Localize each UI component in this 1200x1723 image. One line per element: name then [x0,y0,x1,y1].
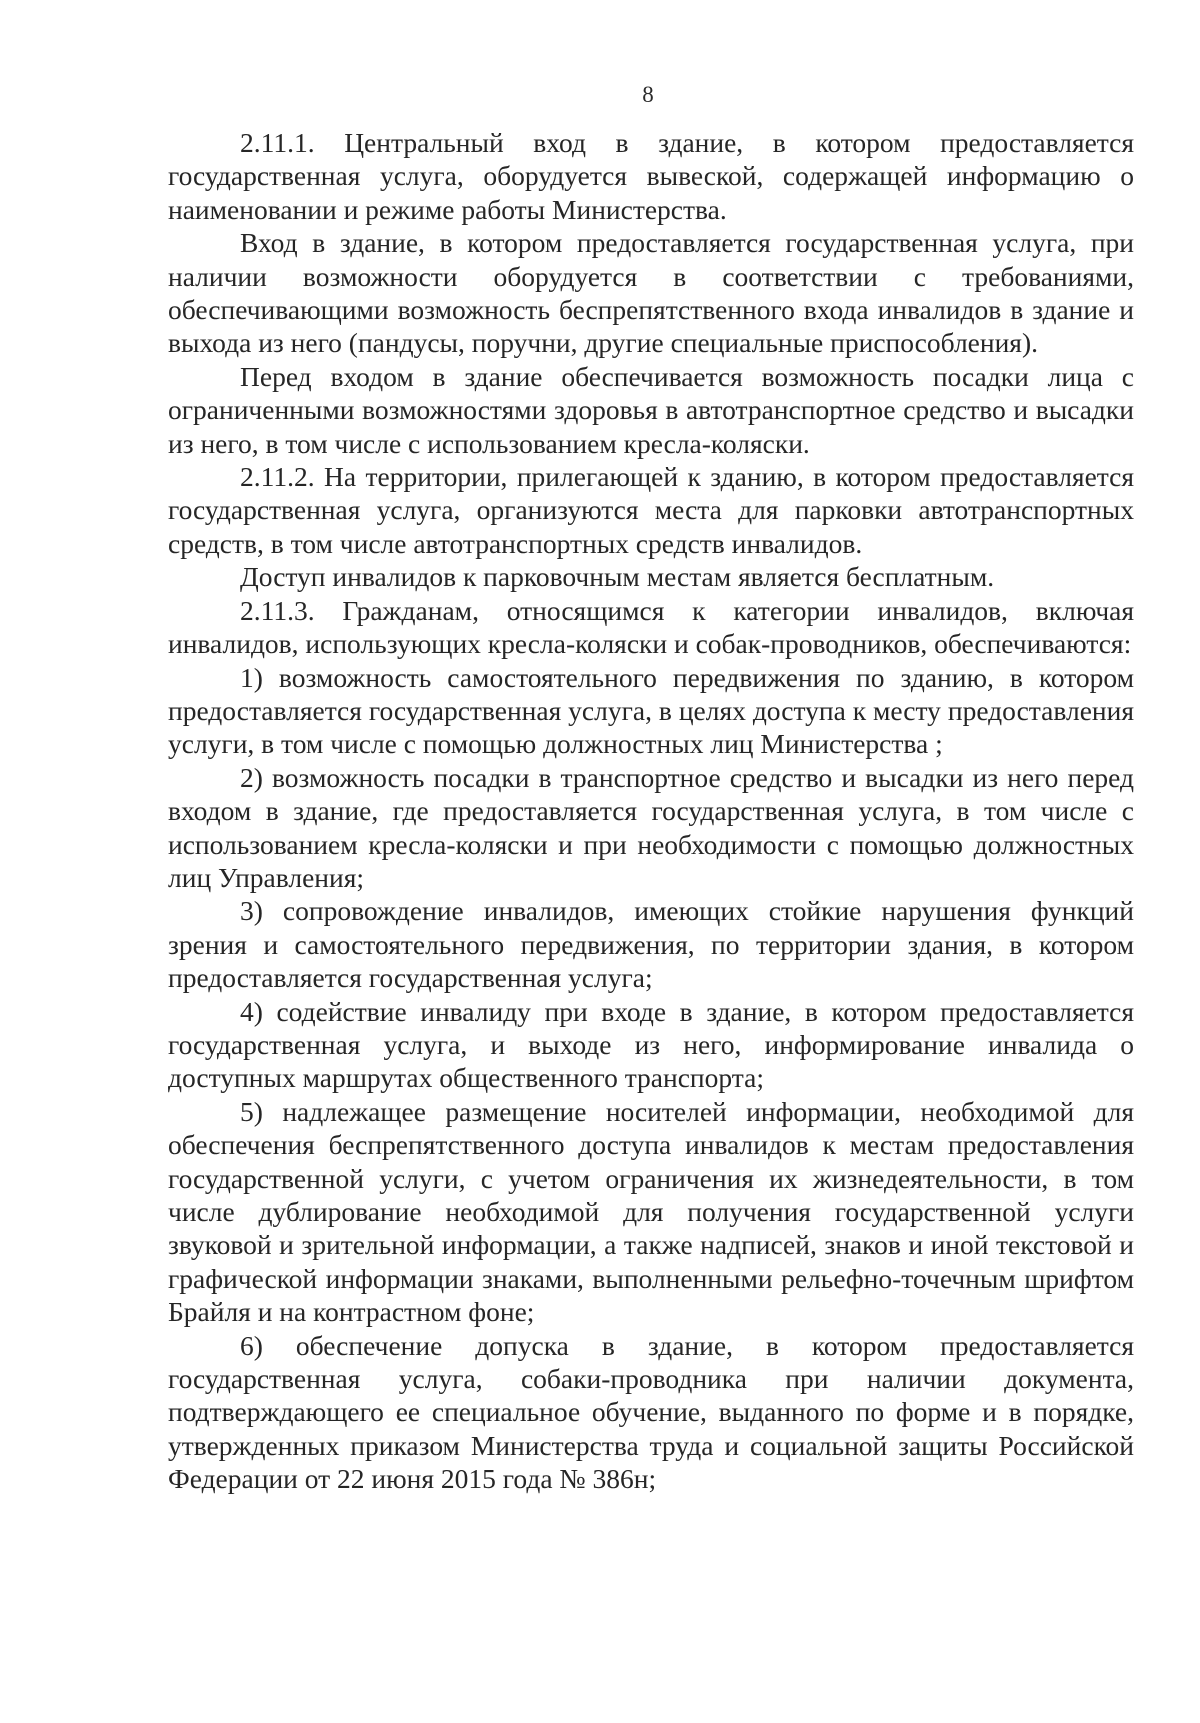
paragraph-2-11-2: 2.11.2. На территории, прилегающей к зданию, в котором предоставляется государственная услуга, организуются места для парковки автотранспортных средств, в том числе автотранспортных средств инвалидов. [168,461,1134,559]
list-item-2: 2) возможность посадки в транспортное средство и высадки из него перед входом в здание, где предоставляется государственная услуга, в том числе с использованием кресла-коляски и при необходимости с помощью должностных лиц Управления; [168,761,1134,893]
paragraph-entrance-equipment: Вход в здание, в котором предоставляется государственная услуга, при наличии возможности оборудуется в соответствии с требованиями, обеспечивающими возможность беспрепятственного входа инвалидов в здание и выхода из него (пандусы, поручни, другие специальные приспособления). [168,227,1134,359]
list-item-1: 1) возможность самостоятельного передвижения по зданию, в котором предоставляется государственная услуга, в целях доступа к месту предоставления услуги, в том числе с помощью должностных лиц Министерства ; [168,661,1134,760]
paragraph-2-11-1: 2.11.1. Центральный вход в здание, в котором предоставляется государственная услуга, оборудуется вывеской, содержащей информацию о наименовании и режиме работы Министерства. [168,127,1134,225]
list-item-6: 6) обеспечение допуска в здание, в котором предоставляется государственная услуга, собаки-проводника при наличии документа, подтверждающего ее специальное обучение, выданного по форме и в порядке, утвержденных приказом Министерства труда и социальной защиты Российской Федерации от 22 июня 2015 года № 386н; [168,1329,1134,1495]
list-item-4: 4) содействие инвалиду при входе в здание, в котором предоставляется государственная услуга, и выходе из него, информирование инвалида о доступных маршрутах общественного транспорта; [168,995,1134,1094]
paragraph-parking-access: Доступ инвалидов к парковочным местам является бесплатным. [240,561,995,593]
paragraph-2-11-3: 2.11.3. Гражданам, относящимся к категории инвалидов, включая инвалидов, использующих кресла-коляски и собак-проводников, обеспечиваются: [168,594,1134,660]
page-number: 8 [642,82,654,107]
list-item-3: 3) сопровождение инвалидов, имеющих стойкие нарушения функций зрения и самостоятельного передвижения, по территории здания, в котором предоставляется государственная услуга; [168,895,1134,994]
paragraph-boarding: Перед входом в здание обеспечивается возможность посадки лица с ограниченными возможностями здоровья в автотранспортное средство и высадки из него, в том числе с использованием кресла-коляски. [168,360,1134,459]
document-body [168,126,1134,1496]
list-item-5: 5) надлежащее размещение носителей информации, необходимой для обеспечения беспрепятственного доступа инвалидов к местам предоставления государственной услуги, с учетом ограничения их жизнедеятельности, в том числе дублирование необходимой для получения государственной услуги звуковой и зрительной информации, а также надписей, знаков и иной текстовой и графической информации знаками, выполненными рельефно-точечным шрифтом Брайля и на контрастном фоне; [168,1095,1134,1328]
